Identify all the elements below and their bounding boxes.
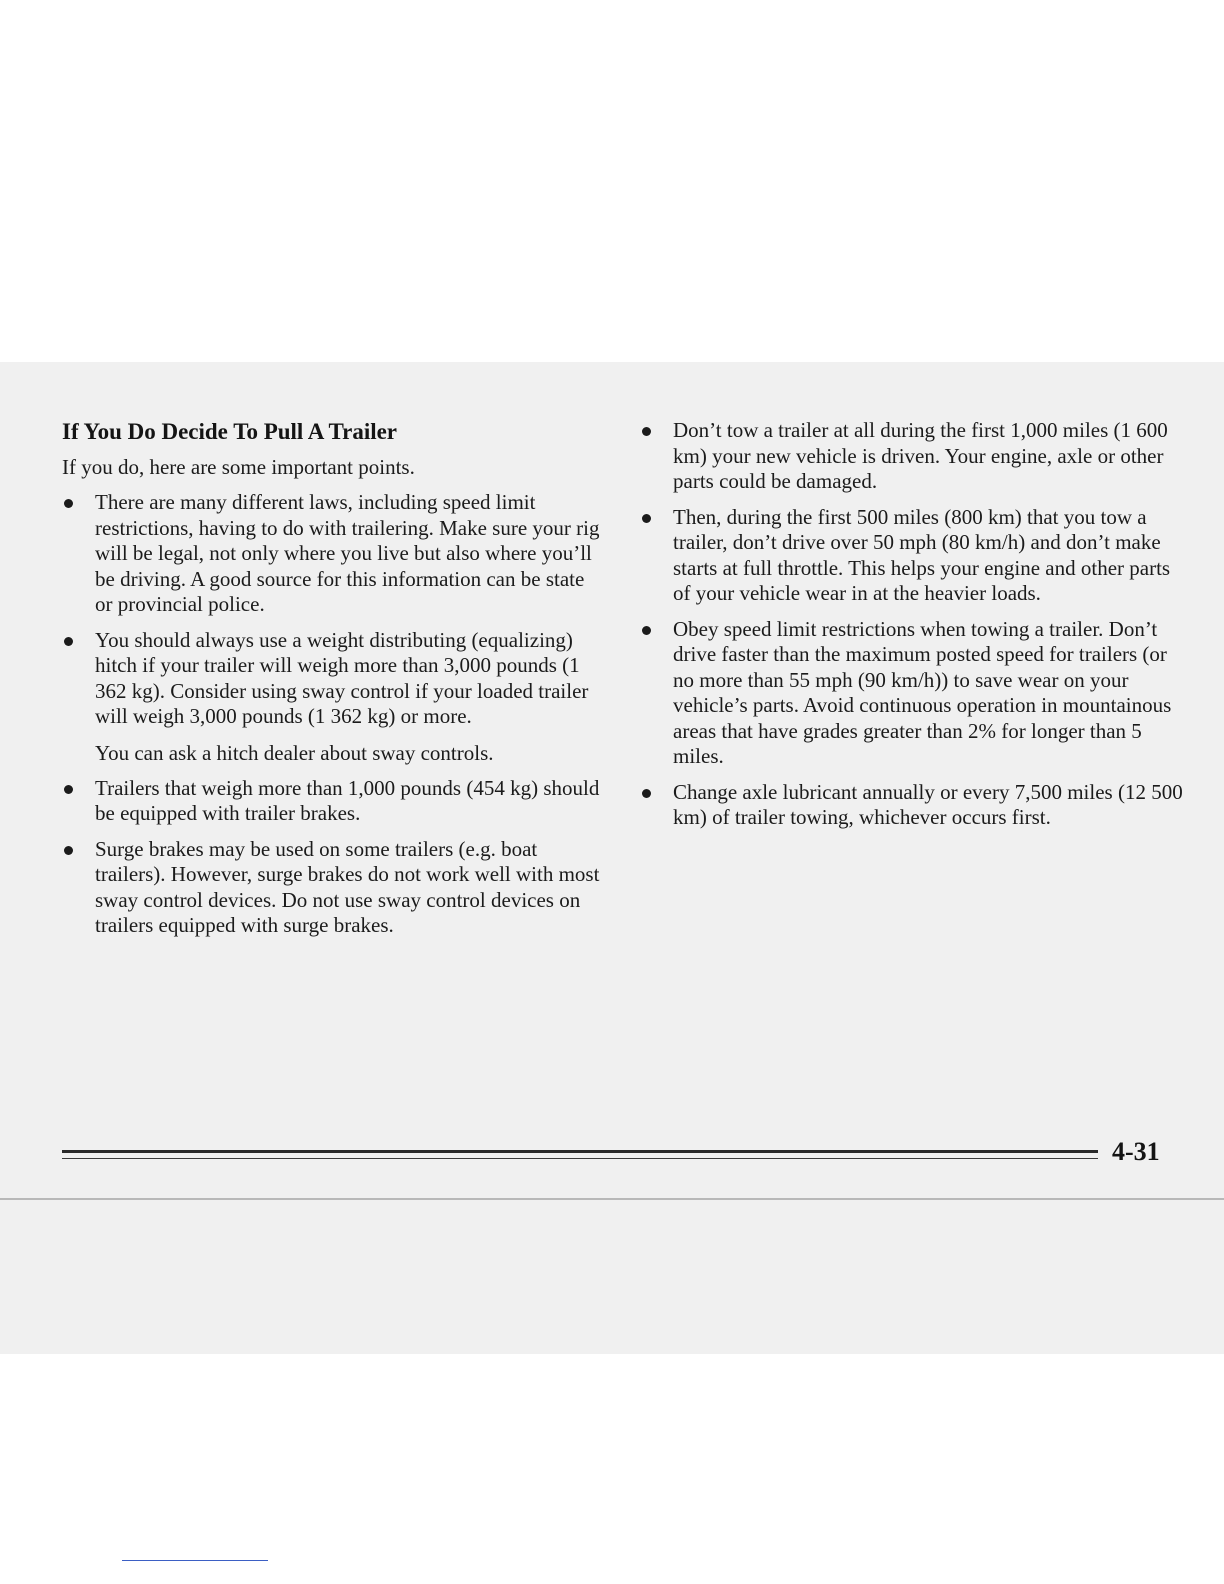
intro-paragraph: If you do, here are some important points. [62, 455, 415, 479]
bullet-icon [64, 499, 73, 508]
right-column [640, 418, 1188, 841]
footer-rule-thick [62, 1150, 1098, 1153]
list-item-text: You should always use a weight distributing (equalizing) hitch if your trailer will weigh more than 3,000 pounds (1 362 kg). Consider using sway control if your loaded trailer will weigh 3,000 pounds (1 362 kg) or more. [95, 627, 589, 728]
bullet-icon [642, 626, 651, 635]
list-item [62, 837, 607, 939]
bullet-icon [64, 846, 73, 855]
list-item-text: Change axle lubricant annually or every 7,500 miles (12 500 km) of trailer towing, whichever occurs first. [673, 779, 1183, 829]
footer-link-underline [122, 1560, 268, 1561]
list-item [62, 628, 607, 730]
section-heading: If You Do Decide To Pull A Trailer [62, 419, 398, 444]
list-item-text: Trailers that weigh more than 1,000 pounds (454 kg) should be equipped with trailer brakes. [95, 775, 600, 825]
footer-rule-thin [62, 1158, 1098, 1159]
list-item [640, 418, 1188, 495]
scan-bottom-edge [0, 1198, 1224, 1200]
page-number: 4-31 [1112, 1137, 1160, 1166]
bullet-icon [642, 514, 651, 523]
list-item [62, 776, 607, 827]
list-item [640, 505, 1188, 607]
list-item-text: Don’t tow a trailer at all during the first 1,000 miles (1 600 km) your new vehicle is driven. Your engine, axle or other parts could be damaged. [673, 418, 1168, 493]
bullet-icon [64, 637, 73, 646]
list-item-text: There are many different laws, including speed limit restrictions, having to do with trailering. Make sure your rig will be legal, not only where you live but also where you’ll be driving. A good source for this information can be state or provincial police. [95, 490, 600, 616]
list-item [640, 617, 1188, 770]
list-item [62, 490, 607, 618]
sway-control-note: You can ask a hitch dealer about sway controls. [95, 740, 494, 765]
list-item-text: Then, during the first 500 miles (800 km) that you tow a trailer, don’t drive over 50 mph (80 km/h) and don’t make starts at full throttle. This helps your engine and other parts of your vehicle wear in at the heavier loads. [673, 504, 1171, 605]
left-column [62, 418, 607, 949]
list-item-text: Obey speed limit restrictions when towing a trailer. Don’t drive faster than the maximum posted speed for trailers (or no more than 55 mph (90 km/h)) to save wear on your vehicle’s parts. Avoid continuous operation in mountainous areas that have grades greater than 2% for longer than 5 miles. [673, 616, 1172, 768]
list-item [640, 780, 1188, 831]
bullet-icon [64, 785, 73, 794]
bullet-icon [642, 427, 651, 436]
bullet-icon [642, 789, 651, 798]
list-item-text: Surge brakes may be used on some trailers (e.g. boat trailers). However, surge brakes do not work well with most sway control devices. Do not use sway control devices on trailers equipped with surge brakes. [95, 836, 600, 937]
